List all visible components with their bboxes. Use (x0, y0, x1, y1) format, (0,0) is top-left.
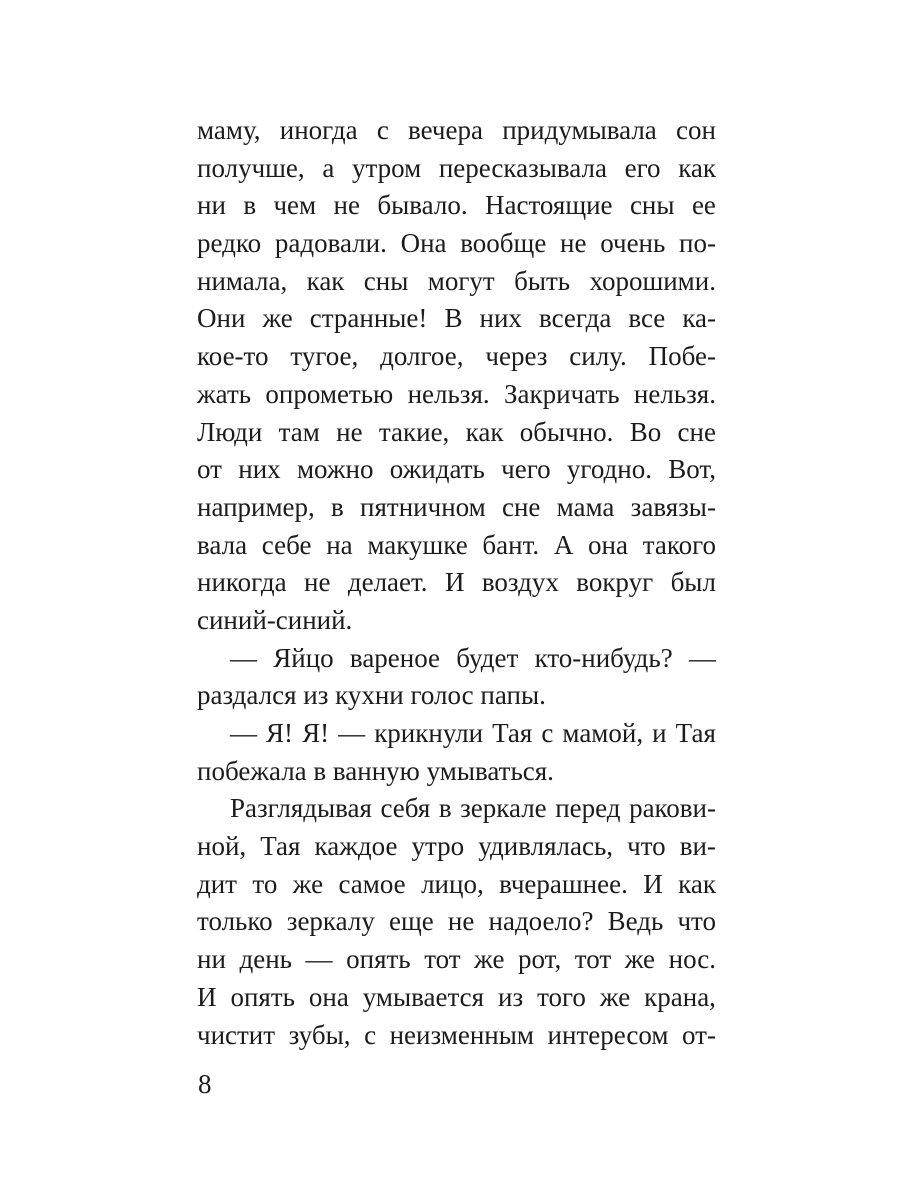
word: опрометью (265, 378, 394, 409)
word: ви- (679, 831, 716, 862)
word: удивлялась, (478, 831, 614, 862)
text-line: синий-синий. (197, 604, 353, 635)
word: например, (197, 491, 315, 522)
word: них (479, 303, 522, 334)
word: что (677, 906, 716, 937)
word: рот, (518, 944, 562, 975)
text-line (197, 263, 716, 301)
word: Тая (675, 718, 716, 748)
word: его (624, 152, 661, 183)
word: Она (400, 228, 447, 259)
word: зубы, (288, 1019, 351, 1050)
word: можно (296, 454, 374, 485)
word: не (560, 228, 587, 259)
word: а (322, 152, 335, 183)
word: Я! (266, 718, 294, 748)
page-number: 8 (198, 1069, 212, 1099)
word: вообще (460, 228, 547, 259)
text-line (197, 564, 716, 602)
word: макушке (367, 529, 468, 560)
word: в (438, 793, 452, 824)
text-line (197, 715, 716, 753)
text-line (197, 225, 716, 263)
word: тугое, (290, 341, 359, 372)
word: делает. (347, 567, 428, 598)
word: придумывала (502, 115, 657, 145)
word: утро (411, 831, 465, 862)
text-line: раздался из кухни голос папы. (197, 680, 546, 711)
word: нельзя. (633, 378, 716, 409)
word: вчерашнее. (499, 868, 628, 899)
word: Побе- (648, 341, 716, 372)
word: пятничном (360, 491, 486, 522)
word: от (197, 454, 222, 485)
word: ракови- (629, 793, 716, 824)
word: иногда (279, 115, 358, 145)
word: не (304, 567, 331, 598)
word: Люди (197, 416, 263, 447)
word: на (326, 529, 353, 560)
word: чем (273, 190, 317, 221)
text-line (197, 640, 716, 678)
word: И (643, 868, 663, 899)
word: тот (574, 944, 612, 975)
word: того (537, 981, 586, 1012)
word: получше, (197, 152, 305, 183)
word: же (474, 944, 505, 975)
word: нельзя. (407, 378, 490, 409)
word: бант. (482, 529, 540, 560)
word: странные! (309, 303, 428, 334)
word: сны (629, 190, 675, 221)
word: всегда (538, 303, 612, 334)
word: — (230, 718, 257, 748)
word: могут (427, 265, 495, 296)
page-text (197, 112, 716, 1054)
word: и (652, 718, 667, 748)
word: И (197, 981, 217, 1012)
word: Яйцо (273, 642, 334, 673)
word: долгое, (380, 341, 464, 372)
word: такого (642, 529, 716, 560)
word: только (197, 906, 273, 937)
word: надоело? (488, 906, 594, 937)
word: как (306, 265, 345, 296)
word: ка- (682, 303, 716, 334)
text-line (197, 527, 716, 565)
text-line (197, 489, 716, 527)
word: Вот, (668, 454, 716, 485)
text-line (197, 112, 716, 150)
text-line (197, 828, 716, 866)
word: — (338, 718, 366, 748)
word: с (376, 115, 389, 145)
word: как (678, 152, 716, 183)
word: вала (197, 529, 248, 560)
word: кое-то (197, 341, 269, 372)
word: нос. (668, 944, 716, 975)
word: будет (456, 642, 519, 673)
word: жать (197, 378, 252, 409)
word: сон (676, 115, 716, 145)
word: вокруг (576, 567, 654, 598)
word: крикнули (374, 718, 484, 748)
text-line (197, 150, 716, 188)
word: не (333, 190, 360, 221)
word: же (292, 868, 324, 899)
word: самое (338, 868, 406, 899)
word: перед (555, 793, 621, 824)
word: через (485, 341, 548, 372)
word: бывало. (377, 190, 468, 221)
word: редко (197, 228, 262, 259)
word: Во (629, 416, 662, 447)
word: дит (197, 868, 237, 899)
word: Настоящие (485, 190, 613, 221)
word: — (305, 944, 333, 975)
word: пересказывала (438, 152, 607, 183)
text-line (197, 941, 716, 979)
word: кто-нибудь? (534, 642, 673, 673)
word: как (465, 416, 504, 447)
word: умывается (362, 981, 485, 1012)
word: по- (679, 228, 716, 259)
word: интересом (547, 1019, 669, 1050)
word: она (588, 529, 628, 560)
word: ни (197, 190, 226, 221)
word: Тая (260, 831, 301, 862)
word: опять (230, 981, 295, 1012)
word: сне (677, 416, 716, 447)
word: сне (501, 491, 541, 522)
text-line: побежала в ванную умываться. (197, 755, 554, 786)
word: же (599, 981, 631, 1012)
word: быть (514, 265, 571, 296)
word: ной, (197, 831, 247, 862)
word: маму, (197, 115, 261, 145)
word: себя (380, 793, 431, 824)
word: Разглядывая (230, 793, 372, 824)
text-line (197, 451, 716, 489)
text-line (197, 300, 716, 338)
word: И (444, 567, 465, 598)
text-line (197, 1017, 716, 1055)
word: не (447, 906, 475, 937)
word: угодно. (566, 454, 652, 485)
word: Тая (492, 718, 533, 748)
word: ее (691, 190, 716, 221)
word: такие, (378, 416, 450, 447)
word: сны (363, 265, 409, 296)
text-line (197, 376, 716, 414)
word: каждое (314, 831, 398, 862)
word: вечера (408, 115, 483, 145)
text-line (197, 790, 716, 828)
word: — (688, 642, 716, 673)
word: мамой, (562, 718, 644, 748)
word: никогда (197, 567, 287, 598)
word: все (628, 303, 666, 334)
word: чистит (197, 1019, 276, 1050)
word: зеркале (460, 793, 547, 824)
word: день (239, 944, 292, 975)
text-line (197, 414, 716, 452)
word: ни (197, 944, 226, 975)
word: же (624, 944, 656, 975)
word: крана, (644, 981, 716, 1012)
word: что (627, 831, 666, 862)
word: Они (197, 303, 246, 334)
word: зеркалу (286, 906, 375, 937)
word: ожидать (389, 454, 485, 485)
text-line (197, 979, 716, 1017)
word: от- (682, 1019, 716, 1050)
word: хорошими. (589, 265, 716, 296)
word: В (444, 303, 463, 334)
word: как (678, 868, 716, 899)
word: очень (600, 228, 666, 259)
word: не (336, 416, 363, 447)
word: из (498, 981, 524, 1012)
word: неизменным (389, 1019, 534, 1050)
text-line (197, 866, 716, 904)
word: она (308, 981, 349, 1012)
word: Я! (302, 718, 330, 748)
word: утром (351, 152, 422, 183)
word: А (553, 529, 574, 560)
text-line (197, 187, 716, 225)
word: чего (501, 454, 551, 485)
word: был (670, 567, 716, 598)
word: себе (261, 529, 312, 560)
word: то (252, 868, 278, 899)
word: них (238, 454, 281, 485)
word: вареное (349, 642, 441, 673)
word: же (262, 303, 293, 334)
word: радовали. (274, 228, 387, 259)
word: еще (389, 906, 434, 937)
word: тот (424, 944, 461, 975)
word: с (364, 1019, 377, 1050)
word: завязы- (630, 491, 716, 522)
text-line (197, 903, 716, 941)
word: с (541, 718, 554, 748)
word: в (331, 491, 344, 522)
word: воздух (481, 567, 559, 598)
word: Ведь (607, 906, 664, 937)
word: лицо, (421, 868, 484, 899)
word: — (230, 642, 257, 673)
text-line (197, 338, 716, 376)
word: обычно. (519, 416, 614, 447)
word: в (243, 190, 257, 221)
word: нимала, (197, 265, 288, 296)
word: силу. (569, 341, 627, 372)
word: мама (556, 491, 615, 522)
word: опять (346, 944, 411, 975)
word: там (278, 416, 320, 447)
word: Закричать (504, 378, 620, 409)
